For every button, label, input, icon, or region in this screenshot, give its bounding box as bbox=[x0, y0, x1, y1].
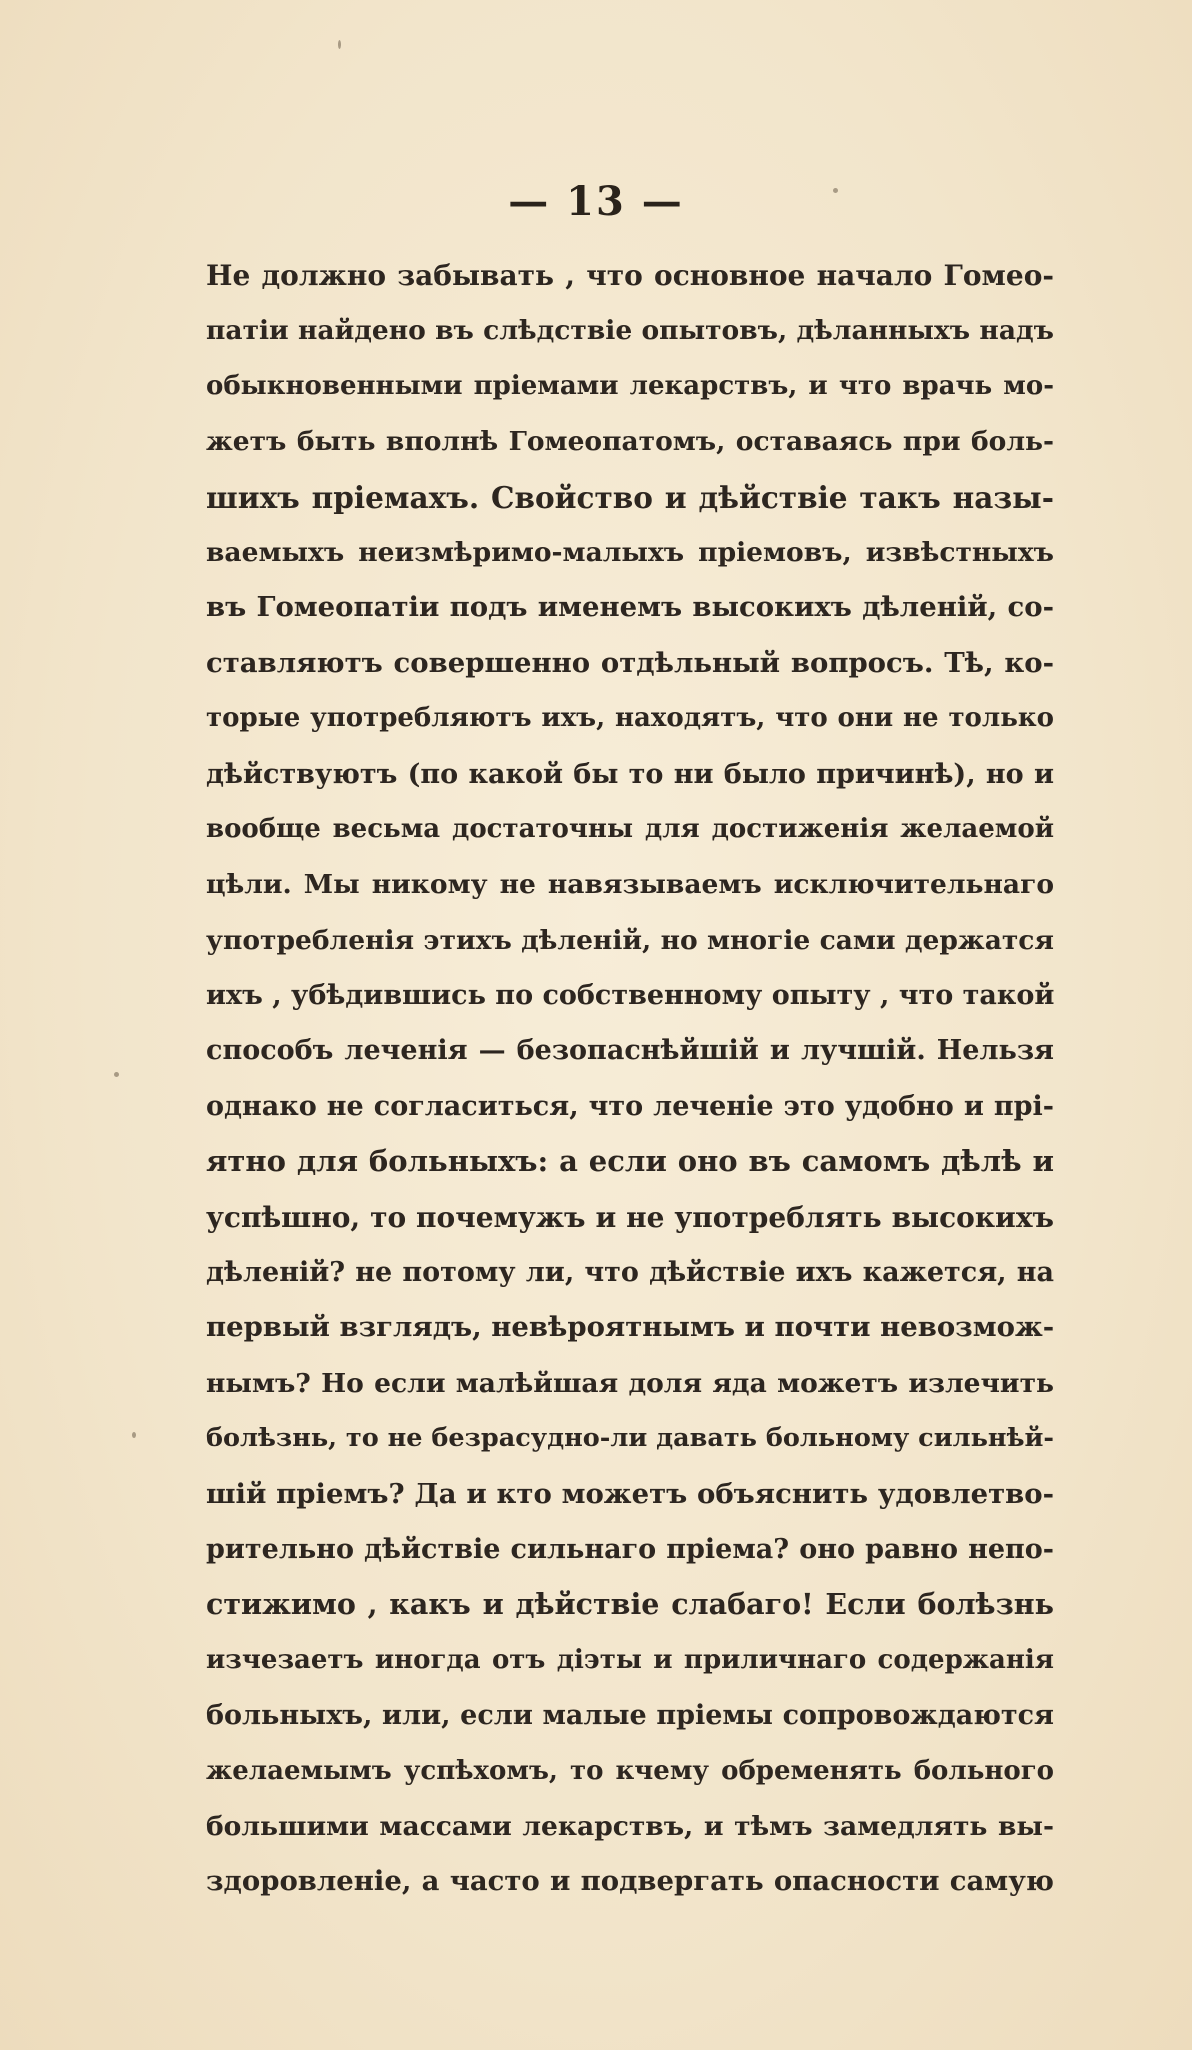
text-line-30: здоровленіе, а часто и подвергать опасности самую bbox=[206, 1865, 1054, 1898]
text-line-10: дѣйствуютъ (по какой бы то ни было причинѣ), но и bbox=[206, 758, 1054, 790]
text-line-28: желаемымъ успѣхомъ, то кчему обременять больного bbox=[206, 1755, 1054, 1786]
text-line-14: ихъ , убѣдившись по собственному опыту , что такой bbox=[206, 980, 1054, 1012]
text-line-3: обыкновенными пріемами лекарствъ, и что врачь мо- bbox=[206, 370, 1054, 401]
text-line-7: въ Гомеопатіи подъ именемъ высокихъ дѣленій, со- bbox=[206, 591, 1054, 624]
text-line-29: большими массами лекарствъ, и тѣмъ замедлять вы- bbox=[206, 1810, 1054, 1842]
text-line-17: ятно для больныхъ: а если оно въ самомъ дѣлѣ и bbox=[206, 1144, 1054, 1179]
body-text bbox=[206, 248, 1054, 1910]
text-line-22: болѣзнь, то не безрасудно-ли давать больному сильнѣй- bbox=[206, 1423, 1054, 1454]
paper-speck bbox=[338, 40, 341, 49]
paper-speck bbox=[833, 188, 838, 193]
text-line-13: употребленія этихъ дѣленій, но многіе сами держатся bbox=[206, 924, 1054, 956]
text-line-21: нымъ? Но если малѣйшая доля яда можетъ излечить bbox=[206, 1367, 1054, 1399]
text-line-6: ваемыхъ неизмѣримо-малыхъ пріемовъ, извѣстныхъ bbox=[206, 536, 1054, 568]
text-line-15: способъ леченія — безопаснѣйшій и лучшій. Нельзя bbox=[206, 1035, 1054, 1067]
text-line-27: больныхъ, или, если малые пріемы сопровождаются bbox=[206, 1700, 1054, 1732]
text-line-4: жетъ быть вполнѣ Гомеопатомъ, оставаясь при боль- bbox=[206, 426, 1054, 458]
paper-speck bbox=[132, 1432, 136, 1438]
text-line-18: успѣшно, то почемужъ и не употреблять высокихъ bbox=[206, 1200, 1054, 1234]
text-line-19: дѣленій? не потому ли, что дѣйствіе ихъ кажется, на bbox=[206, 1257, 1054, 1289]
text-line-23: шій пріемъ? Да и кто можетъ объяснить удовлетво- bbox=[206, 1477, 1054, 1510]
text-line-24: рительно дѣйствіе сильнаго пріема? оно равно непо- bbox=[206, 1533, 1054, 1565]
text-line-1: Не должно забывать , что основное начало Гомео- bbox=[206, 259, 1054, 292]
paper-speck bbox=[114, 1072, 119, 1077]
text-line-8: ставляютъ совершенно отдѣльный вопросъ. Тѣ, ко- bbox=[206, 646, 1054, 679]
text-line-16: однако не согласиться, что леченіе это удобно и прі- bbox=[206, 1090, 1054, 1122]
page-number: — 13 — bbox=[508, 178, 684, 225]
text-line-2: патіи найдено въ слѣдствіе опытовъ, дѣланныхъ надъ bbox=[206, 315, 1054, 347]
text-line-5: шихъ пріемахъ. Свойство и дѣйствіе такъ назы- bbox=[206, 479, 1054, 515]
text-line-25: стижимо , какъ и дѣйствіе слабаго! Если болѣзнь bbox=[206, 1587, 1054, 1622]
text-line-11: вообще весьма достаточны для достиженія желаемой bbox=[206, 813, 1054, 844]
text-line-9: торые употребляютъ ихъ, находятъ, что они не только bbox=[206, 703, 1054, 734]
text-line-26: изчезаетъ иногда отъ діэты и приличнаго содержанія bbox=[206, 1644, 1054, 1675]
text-line-20: первый взглядъ, невѣроятнымъ и почти невозмож- bbox=[206, 1311, 1054, 1344]
text-line-12: цѣли. Мы никому не навязываемъ исключительнаго bbox=[206, 869, 1054, 901]
